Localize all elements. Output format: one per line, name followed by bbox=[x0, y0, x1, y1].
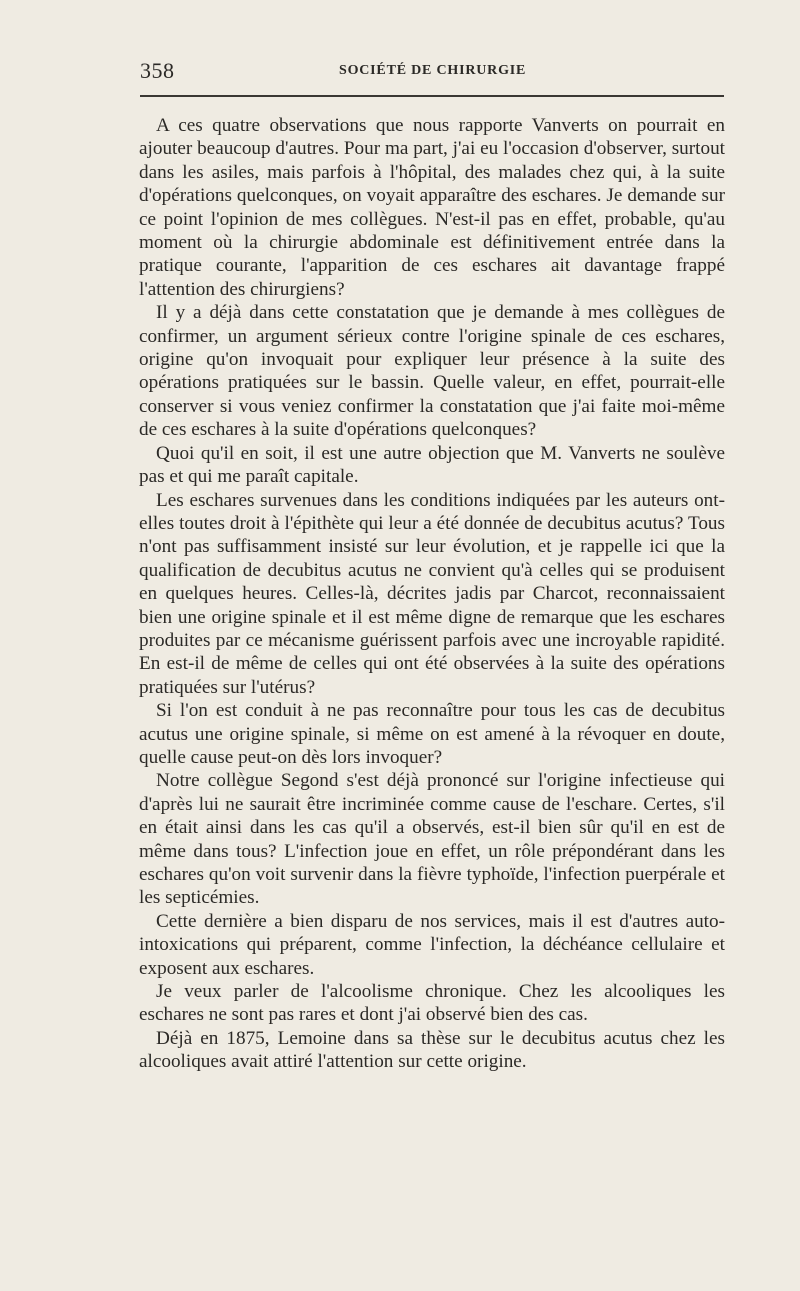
page-number: 358 bbox=[140, 58, 175, 83]
page-header bbox=[140, 58, 724, 82]
paragraph-3: Quoi qu'il en soit, il est une autre objection que M. Vanverts ne soulève pas et qui me paraît capitale. bbox=[139, 442, 725, 488]
paragraph-6: Notre collègue Segond s'est déjà prononcé sur l'origine infectieuse qui d'après lui ne saurait être incriminée comme cause de l'eschare. Certes, s'il en était ainsi dans les cas qu'il a observés, est-il bien sûr qu'il en est de même dans tous? L'infection joue en effet, un rôle prépondérant dans les eschares qu'on voit survenir dans la fièvre typhoïde, l'infection puerpérale et les septicémies. bbox=[139, 770, 725, 909]
paragraph-5: Si l'on est conduit à ne pas reconnaître pour tous les cas de decubitus acutus une origine spinale, si même on est amené à la révoquer en doute, quelle cause peut-on dès lors invoquer? bbox=[139, 700, 725, 768]
paragraph-9: Déjà en 1875, Lemoine dans sa thèse sur le decubitus acutus chez les alcooliques avait attiré l'attention sur cette origine. bbox=[139, 1027, 725, 1073]
header-rule bbox=[140, 95, 724, 97]
paragraph-2: Il y a déjà dans cette constatation que je demande à mes collègues de confirmer, un argument sérieux contre l'origine spinale de ces eschares, origine qu'on invoquait pour expliquer leur présence à la suite des opérations pratiquées sur le bassin. Quelle valeur, en effet, pourrait-elle conserver si vous veniez confirmer la constatation que j'ai faite moi-même de ces eschares à la suite d'opérations quelconques? bbox=[139, 302, 725, 441]
paragraph-4: Les eschares survenues dans les conditions indiquées par les auteurs ont-elles toutes droit à l'épithète qui leur a été donnée de decubitus acutus? Tous n'ont pas suffisamment insisté sur leur évolution, et je rappelle ici que la qualification de decubitus acutus ne convient qu'à celles qui se produisent en quelques heures. Celles-là, décrites jadis par Charcot, reconnaissaient bien une origine spinale et il est même digne de remarque que les eschares produites par ce mécanisme guérissent parfois avec une incroyable rapidité. En est-il de même de celles qui ont été observées à la suite des opérations pratiquées sur l'utérus? bbox=[139, 489, 725, 698]
paragraph-1: A ces quatre observations que nous rapporte Vanverts on pourrait en ajouter beaucoup d'autres. Pour ma part, j'ai eu l'occasion d'observer, surtout dans les asiles, mais parfois à l'hôpital, des malades chez qui, à la suite d'opérations quelconques, on voyait apparaître des eschares. Je demande sur ce point l'opinion de mes collègues. N'est-il pas en effet, probable, qu'au moment où la chirurgie abdominale est définitivement entrée dans la pratique courante, l'apparition de ces eschares ait davantage frappé l'attention des chirurgiens? bbox=[139, 115, 725, 300]
body-text bbox=[139, 114, 725, 1074]
running-head: SOCIÉTÉ DE CHIRURGIE bbox=[339, 63, 527, 78]
paragraph-7: Cette dernière a bien disparu de nos services, mais il est d'autres auto-intoxications qui préparent, comme l'infection, la déchéance cellulaire et exposent aux eschares. bbox=[139, 910, 725, 979]
paragraph-8: Je veux parler de l'alcoolisme chronique. Chez les alcooliques les eschares ne sont pas rares et dont j'ai observé bien des cas. bbox=[139, 981, 725, 1026]
